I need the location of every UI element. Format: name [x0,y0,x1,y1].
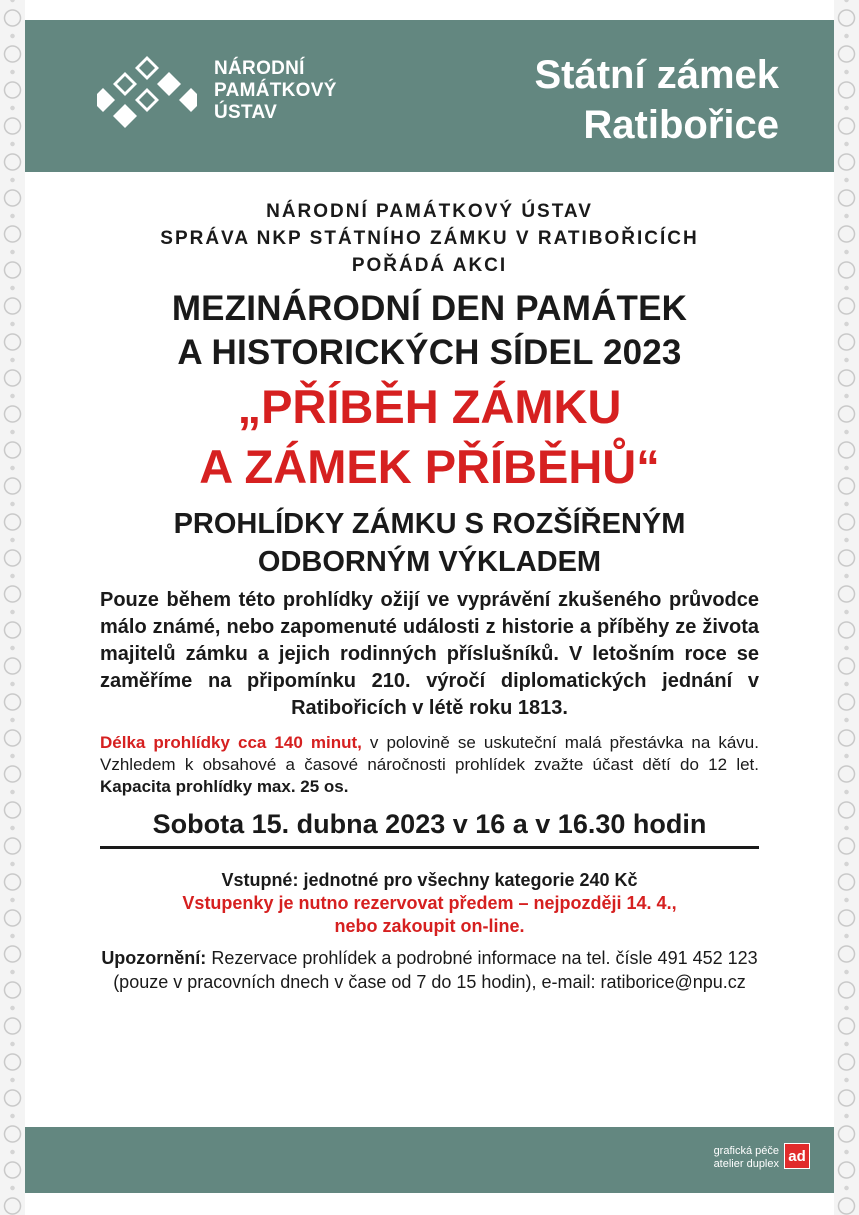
event-title-line-2: A HISTORICKÝCH SÍDEL 2023 [177,333,682,372]
credit-line-2: atelier duplex [713,1158,779,1170]
administration-line: SPRÁVA NKP STÁTNÍHO ZÁMKU V RATIBOŘICÍCH [160,228,699,249]
castle-title-line-2: Ratibořice [583,103,779,147]
event-date: Sobota 15. dubna 2023 v 16 a v 16.30 hodin [100,806,759,849]
reservation-line-2: nebo zakoupit on-line. [334,916,525,936]
logo-line-3: ÚSTAV [214,102,278,123]
logo-line-2: PAMÁTKOVÝ [214,80,337,101]
event-name-line-1: „PŘÍBĚH ZÁMKU [237,380,622,433]
reservation-info [100,892,759,938]
contact-notice [100,946,759,994]
organizer-line: NÁRODNÍ PAMÁTKOVÝ ÚSTAV [266,201,593,222]
presents-line: POŘÁDÁ AKCI [351,255,508,276]
event-name [100,377,759,497]
tour-details-text: v polovině se uskuteční malá přestávka na kávu. Vzhledem k obsahové a časové náročnosti prohlídek zvažte účast dětí do 12 let. [100,733,759,774]
event-description: Pouze během této prohlídky ožijí ve vyprávění zkušeného průvodce málo známé, nebo zapomenuté události z historie a příběhy ze života majitelů zámku a jejich rodinných příslušníků. V letošním roce se zaměříme na připomínku 210. výročí diplomatických jednání v Ratibořicích v létě roku 1813. [100,589,759,719]
event-title-line-1: MEZINÁRODNÍ DEN PAMÁTEK [171,289,688,328]
reservation-line-1: Vstupenky je nutno rezervovat předem – nejpozději 14. 4., [182,893,677,913]
tour-duration: Délka prohlídky cca 140 minut, [100,733,362,752]
atelier-duplex-logo-icon: ad [784,1143,810,1169]
ornament-border-left [0,0,25,1215]
ornament-border-right [834,0,859,1215]
tour-capacity: Kapacita prohlídky max. 25 os. [100,777,349,796]
poster-content [100,198,759,994]
logo-line-1: NÁRODNÍ [214,58,305,79]
admission-price: Vstupné: jednotné pro všechny kategorie 240 Kč [221,870,638,890]
event-subtitle-line-2: ODBORNÝM VÝKLADEM [257,546,602,578]
event-name-line-2: A ZÁMEK PŘÍBĚHŮ“ [199,440,660,493]
header-banner [25,20,834,172]
tour-details [100,732,759,798]
design-credit [714,1145,779,1171]
notice-label: Upozornění: [101,948,207,968]
notice-text: Rezervace prohlídek a podrobné informace na tel. čísle 491 452 123 (pouze v pracovních dnech v čase od 7 do 15 hodin), e-mail: ratiborice@npu.cz [113,948,758,992]
credit-line-1: grafická péče [713,1145,779,1157]
event-subtitle-line-1: PROHLÍDKY ZÁMKU S ROZŠÍŘENÝM [173,508,686,540]
event-subtitle [100,505,759,581]
npu-logo-text [214,58,337,124]
npu-logo-icon [97,54,197,130]
castle-title-line-1: Státní zámek [534,53,779,97]
event-title [100,287,759,375]
footer-banner [25,1127,834,1193]
castle-title [534,50,779,150]
